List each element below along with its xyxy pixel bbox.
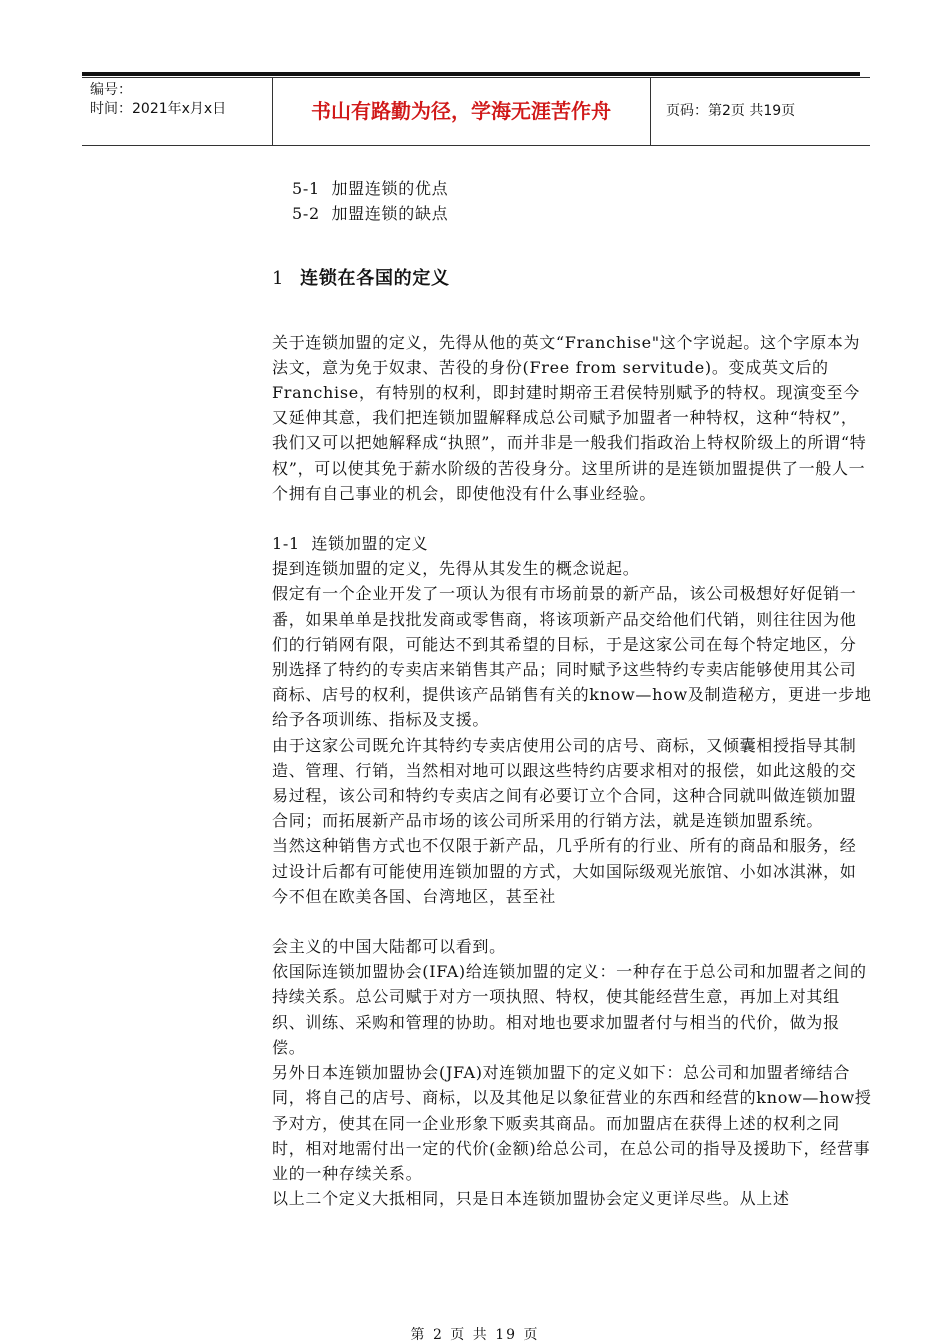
subsection-title: 连锁加盟的定义 <box>311 534 429 554</box>
toc-list <box>272 176 872 226</box>
paragraph: 依国际连锁加盟协会(IFA)给连锁加盟的定义：一种存在于总公司和加盟者之间的持续关系。总公司赋于对方一项执照、特权，使其能经营生意，再加上对其组织、训练、采购和管理的协助。相对地也要求加盟者付与相当的代价，做为报偿。 <box>272 962 867 1057</box>
paragraph: 会主义的中国大陆都可以看到。 <box>272 937 506 957</box>
header-divider <box>650 77 651 145</box>
time-label: 时间：2021年x月x日 <box>90 101 227 117</box>
section-number: 1 <box>272 268 285 290</box>
serial-label: 编号： <box>90 82 132 98</box>
subsection-number: 1-1 <box>272 534 300 554</box>
subsection-heading <box>272 531 872 556</box>
header-motto: 书山有路勤为径，学海无涯苦作舟 <box>311 99 611 123</box>
toc-item <box>292 201 872 226</box>
header-meta <box>90 81 226 119</box>
header-rule-bottom <box>82 145 870 146</box>
header-rule-thick <box>82 72 860 76</box>
intro-paragraph: 关于连锁加盟的定义，先得从他的英文“Franchise"这个字说起。这个字原本为法文，意为免于奴隶、苦役的身份(Free from servitude)。变成英文后的Franchise，有特别的权利，即封建时期帝王君侯特别赋予的特权。现演变至今又延伸其意，我们把连锁加盟解释成总公司赋予加盟者一种特权，这种“特权”，我们又可以把她解释成“执照”，而并非是一般我们指政治上特权阶级上的所谓“特权”，可以使其免于薪水阶级的苦役身分。这里所讲的是连锁加盟提供了一般人一个拥有自己事业的机会，即使他没有什么事业经验。 <box>272 332 867 503</box>
toc-title: 加盟连锁的优点 <box>331 179 449 198</box>
paragraph: 提到连锁加盟的定义，先得从其发生的概念说起。 <box>272 559 640 579</box>
page-header <box>82 72 870 146</box>
paragraph: 当然这种销售方式也不仅限于新产品，几乎所有的行业、所有的商品和服务，经过设计后都有可能使用连锁加盟的方式，大如国际级观光旅馆、小如冰淇淋，如今不但在欧美各国、台湾地区，甚至社 <box>272 836 857 906</box>
toc-item <box>292 176 872 201</box>
paragraph: 由于这家公司既允许其特约专卖店使用公司的店号、商标，又倾囊相授指导其制造、管理、行销，当然相对地可以跟这些特约店要求相对的报偿，如此这般的交易过程，该公司和特约专卖店之间有必要订立个合同，这种合同就叫做连锁加盟合同；而拓展新产品市场的该公司所采用的行销方法，就是连锁加盟系统。 <box>272 735 857 831</box>
section-title: 连锁在各国的定义 <box>300 268 450 290</box>
document-body <box>272 176 872 1211</box>
page-footer: 第 2 页 共 19 页 <box>410 1327 540 1343</box>
toc-num: 5-1 <box>292 179 320 198</box>
toc-title: 加盟连锁的缺点 <box>331 204 449 224</box>
section-heading <box>272 266 872 291</box>
paragraph: 另外日本连锁加盟协会(JFA)对连锁加盟下的定义如下：总公司和加盟者缔结合同，将自己的店号、商标，以及其他足以象征营业的东西和经营的know—how授予对方，使其在同一企业形象下贩卖其商品。而加盟店在获得上述的权利之同时，相对地需付出一定的代价(金额)给总公司，在总公司的指导及援助下，经营事业的一种存续关系。 <box>272 1063 872 1183</box>
paragraph: 以上二个定义大抵相同，只是日本连锁加盟协会定义更详尽些。从上述 <box>272 1189 790 1209</box>
header-page-info: 页码：第2页 共19页 <box>666 103 796 119</box>
paragraph: 假定有一个企业开发了一项认为很有市场前景的新产品，该公司极想好好促销一番，如果单单是找批发商或零售商，将该项新产品交给他们代销，则往往因为他们的行销网有限，可能达不到其希望的目标，于是这家公司在每个特定地区，分别选择了特约的专卖店来销售其产品；同时赋予这些特约专卖店能够使用其公司商标、店号的权利，提供该产品销售有关的know—how及制造秘方，更进一步地给予各项训练、指标及支援。 <box>272 584 872 730</box>
toc-num: 5-2 <box>292 204 320 224</box>
